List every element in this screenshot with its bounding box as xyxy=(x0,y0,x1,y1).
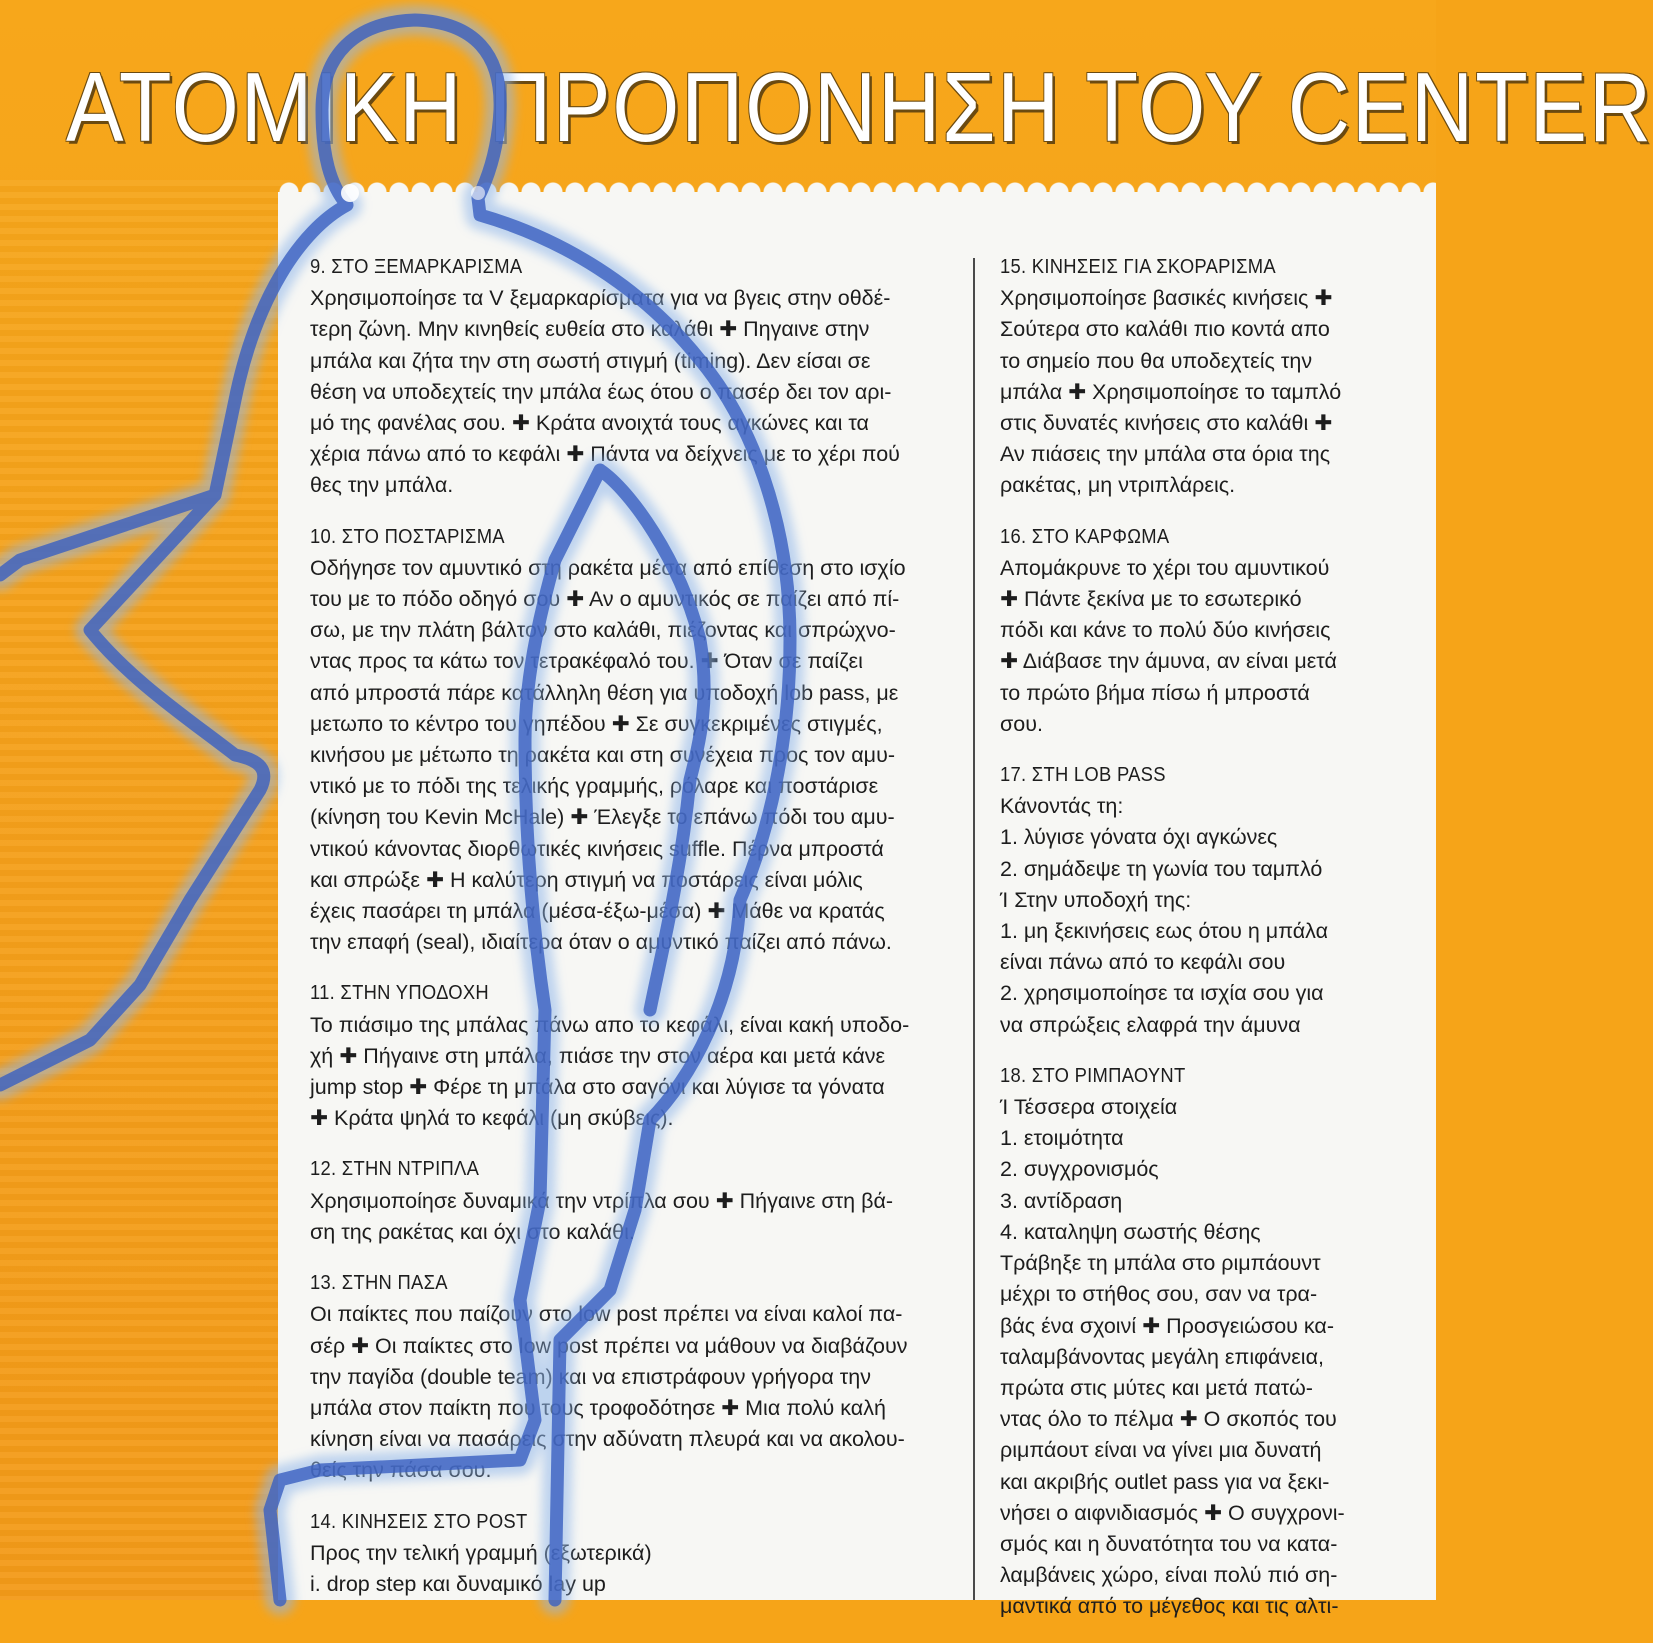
section xyxy=(1000,252,1400,502)
body-text-line: Χρησιμοποίησε βασικές κινήσεις ✚ xyxy=(1000,286,1333,311)
body-text-line: ✚ Πάντε ξεκίνα με το εσωτερικό xyxy=(1000,587,1302,612)
section-heading: 12. ΣΤΗΝ ΝΤΡΙΠΛΑ xyxy=(310,1158,480,1181)
body-text-line: κινήσου με μέτωπο τη ρακέτα και στη συνέχεια προς τον αμυ- xyxy=(310,743,895,768)
body-text-line: θείς την πάσα σου. xyxy=(310,1458,492,1483)
body-text-line: 4. καταληψη σωστής θέσης xyxy=(1000,1219,1261,1244)
body-text-line: Οδήγησε τον αμυντικό στη ρακέτα μέσα από επίθεση στο ισχίο xyxy=(310,555,906,580)
perforated-edge xyxy=(278,181,1436,203)
body-text-line: είναι πάνω από το κεφάλι σου xyxy=(1000,950,1286,975)
body-text-line: σου. xyxy=(1000,711,1043,736)
left-column xyxy=(310,252,960,1620)
body-text-line: και ακριβής outlet pass για να ξεκι- xyxy=(1000,1469,1330,1494)
section-heading: 13. ΣΤΗΝ ΠΑΣΑ xyxy=(310,1272,448,1295)
body-text-line: τερη ζώνη. Μην κινηθείς ευθεία στο καλάθι ✚ Πηγαινε στην xyxy=(310,317,870,342)
body-text-line: μέχρι το στήθος σου, σαν να τρα- xyxy=(1000,1282,1318,1307)
body-text-line: i. drop step και δυναμικό lay up xyxy=(310,1571,606,1596)
body-text-line: μπάλα ✚ Χρησιμοποίησε το ταμπλό xyxy=(1000,379,1342,404)
body-text-line: 2. χρησιμοποίησε τα ισχία σου για xyxy=(1000,981,1324,1006)
body-text-line: Κάνοντάς τη: xyxy=(1000,794,1124,819)
body-text-line: 2. σημάδεψε τη γωνία του ταμπλό xyxy=(1000,856,1323,881)
body-text-line: ντας όλο το πέλμα ✚ Ο σκοπός του xyxy=(1000,1407,1337,1432)
body-text-line: μπάλα στον παίκτη που τους τροφοδότησε ✚ Μια πολύ καλή xyxy=(310,1395,886,1420)
right-column xyxy=(1000,252,1400,1643)
body-text-line: 1. λύγισε γόνατα όχι αγκώνες xyxy=(1000,825,1278,850)
body-text-line: (κίνηση του Kevin McHale) ✚ Έλεγξε το επάνω πόδι του αμυ- xyxy=(310,805,895,830)
body-text-line: μετωπο το κέντρο του γηπέδου ✚ Σε συγκεκριμένες στιγμές, xyxy=(310,711,883,736)
body-text-line: Χρησιμοποίησε τα V ξεμαρκαρίσματα για να βγεις στην οθδέ- xyxy=(310,286,891,311)
body-text-line: Τράβηξε τη μπάλα στο ριμπάουντ xyxy=(1000,1251,1321,1276)
body-text-line: ντικό με το πόδι της τελικής γραμμής, ρόλαρε και ποστάρισε xyxy=(310,774,879,799)
section-heading: 15. ΚΙΝΗΣΕΙΣ ΓΙΑ ΣΚΟΡΑΡΙΣΜΑ xyxy=(1000,256,1276,278)
body-text-line: ✚ Κράτα ψηλά το κεφάλι (μη σκύβεις). xyxy=(310,1106,674,1131)
section-heading: 10. ΣΤΟ ΠΟΣΤΑΡΙΣΜΑ xyxy=(310,525,505,548)
body-text-line: ντας προς τα κάτω τον τετρακέφαλό του. ✚ Όταν σε παίζει xyxy=(310,649,863,674)
body-text-line: 1. ετοιμότητα xyxy=(1000,1126,1124,1151)
body-text-line: νήσει ο αιφνιδιασμός ✚ Ο συγχρονι- xyxy=(1000,1500,1345,1525)
body-text-line: Ί Στην υποδοχή της: xyxy=(1000,887,1192,912)
section xyxy=(310,1268,960,1486)
body-text-line: σω, με την πλάτη βάλτον στο καλάθι, πιέζοντας και σπρώχνο- xyxy=(310,618,896,643)
section xyxy=(310,978,960,1134)
body-text-line: 2. συγχρονισμός xyxy=(1000,1157,1159,1182)
body-text-line: το πρώτο βήμα πίσω ή μπροστά xyxy=(1000,680,1310,705)
body-text-line: χέρια πάνω από το κεφάλι ✚ Πάντα να δείχνεις με το χέρι πού xyxy=(310,442,900,467)
body-text-line: Προς την τελική γραμμή (εξωτερικά) xyxy=(310,1540,652,1565)
body-text-line: ταλαμβάνοντας μεγάλη επιφάνεια, xyxy=(1000,1344,1324,1369)
body-text-line: έχεις πασάρει τη μπάλα (μέσα-έξω-μέσα) ✚ Μάθε να κρατάς xyxy=(310,899,885,924)
body-text-line: Το πιάσιμο της μπάλας πάνω απο το κεφάλι, είναι κακή υποδο- xyxy=(310,1012,910,1037)
body-text-line: στις δυνατές κινήσεις στο καλάθι ✚ xyxy=(1000,411,1333,436)
column-divider xyxy=(973,258,975,1600)
section xyxy=(1000,522,1400,740)
body-text-line: ντικού κάνοντας διορθωτικές κινήσεις suffle. Πέρνα μπροστά xyxy=(310,836,884,861)
body-text-line: Σούτερα στο καλάθι πιο κοντά απο xyxy=(1000,317,1330,342)
background-texture xyxy=(0,180,290,1600)
body-text-line: 1. μη ξεκινήσεις εως ότου η μπάλα xyxy=(1000,919,1329,944)
body-text-line: ριμπάουτ είναι να γίνει μια δυνατή xyxy=(1000,1438,1322,1463)
body-text-line: θες την μπάλα. xyxy=(310,473,454,498)
body-text-line: σμός και η δυνατότητα του να κατα- xyxy=(1000,1531,1338,1556)
body-text-line: μαντικά από το μέγεθος και τις αλτι- xyxy=(1000,1594,1339,1619)
page-title: ΑΤΟΜΙΚΗ ΠΡΟΠΟΝΗΣΗ ΤΟΥ CENTER xyxy=(66,52,1653,162)
body-text-line: θέση να υποδεχτείς την μπάλα έως ότου ο πασέρ δει τον αρι- xyxy=(310,379,892,404)
section xyxy=(310,1507,960,1601)
body-text-line: μό της φανέλας σου. ✚ Κράτα ανοιχτά τους αγκώνες και τα xyxy=(310,411,869,436)
body-text-line: 3. αντίδραση xyxy=(1000,1188,1123,1213)
body-text-line: πρώτα στις μύτες και μετά πατώ- xyxy=(1000,1375,1313,1400)
section-heading: 16. ΣΤΟ ΚΑΡΦΩΜΑ xyxy=(1000,525,1170,548)
body-text-line: jump stop ✚ Φέρε τη μπάλα στο σαγόνι και λύγισε τα γόνατα xyxy=(310,1075,885,1100)
body-text-line: Αν πιάσεις την μπάλα στα όρια της xyxy=(1000,442,1331,467)
body-text-line: να σπρώξεις ελαφρά την άμυνα xyxy=(1000,1012,1301,1037)
body-text-line: ρακέτας, μη ντριπλάρεις. xyxy=(1000,473,1236,498)
section xyxy=(310,522,960,959)
section-heading: 9. ΣΤΟ ΞΕΜΑΡΚΑΡΙΣΜΑ xyxy=(310,256,523,278)
section-heading: 17. ΣΤΗ LOB PASS xyxy=(1000,764,1166,787)
section xyxy=(310,1154,960,1248)
section-heading: 11. ΣΤΗΝ ΥΠΟΔΟΧΗ xyxy=(310,982,489,1005)
body-text-line: το σημείο που θα υποδεχτείς την xyxy=(1000,348,1313,373)
body-text-line: την παγίδα (double team) και να επιστράφουν γρήγορα την xyxy=(310,1364,871,1389)
section-heading: 18. ΣΤΟ ΡΙΜΠΑΟΥΝΤ xyxy=(1000,1064,1186,1087)
body-text-line: ση της ρακέτας και όχι στο καλάθι. xyxy=(310,1219,635,1244)
body-text-line: μπάλα και ζήτα την στη σωστή στιγμή (timing). Δεν είσαι σε xyxy=(310,348,871,373)
body-text-line: πόδι και κάνε το πολύ δύο κινήσεις xyxy=(1000,618,1331,643)
body-text-line: από μπροστά πάρε κατάλληλη θέση για υποδοχή lob pass, με xyxy=(310,680,899,705)
body-text-line: σέρ ✚ Οι παίκτες στο low post πρέπει να μάθουν να διαβάζουν xyxy=(310,1333,908,1358)
body-text-line: ✚ Διάβασε την άμυνα, αν είναι μετά xyxy=(1000,649,1337,674)
body-text-line: χή ✚ Πήγαινε στη μπάλα, πιάσε την στον αέρα και μετά κάνε xyxy=(310,1043,886,1068)
body-text-line: Ί Τέσσερα στοιχεία xyxy=(1000,1095,1178,1120)
section xyxy=(1000,1061,1400,1623)
body-text-line: κίνηση είναι να πασάρεις στην αδύνατη πλευρά και να ακολου- xyxy=(310,1427,905,1452)
body-text-line: Οι παίκτες που παίζουν στο low post πρέπει να είναι καλοί πα- xyxy=(310,1302,903,1327)
body-text-line: λαμβάνεις χώρο, είναι πολύ πιό ση- xyxy=(1000,1563,1338,1588)
body-text-line: Χρησιμοποίησε δυναμικά την ντρίπλα σου ✚ Πήγαινε στη βά- xyxy=(310,1188,894,1213)
section xyxy=(1000,760,1400,1041)
body-text-line: του με το πόδο οδηγό σου ✚ Αν ο αμυντικός σε παίζει από πί- xyxy=(310,587,900,612)
body-text-line: Απομάκρυνε το χέρι του αμυντικού xyxy=(1000,555,1330,580)
body-text-line: και σπρώξε ✚ Η καλύτερη στιγμή να ποστάρεις είναι μόλις xyxy=(310,867,863,892)
body-text-line: την επαφή (seal), ιδιαίτερα όταν ο αμυντικό παίζει από πάνω. xyxy=(310,930,892,955)
section xyxy=(310,252,960,502)
section-heading: 14. ΚΙΝΗΣΕΙΣ ΣΤΟ POST xyxy=(310,1510,528,1533)
body-text-line: βάς ένα σχοινί ✚ Προσγειώσου κα- xyxy=(1000,1313,1334,1338)
